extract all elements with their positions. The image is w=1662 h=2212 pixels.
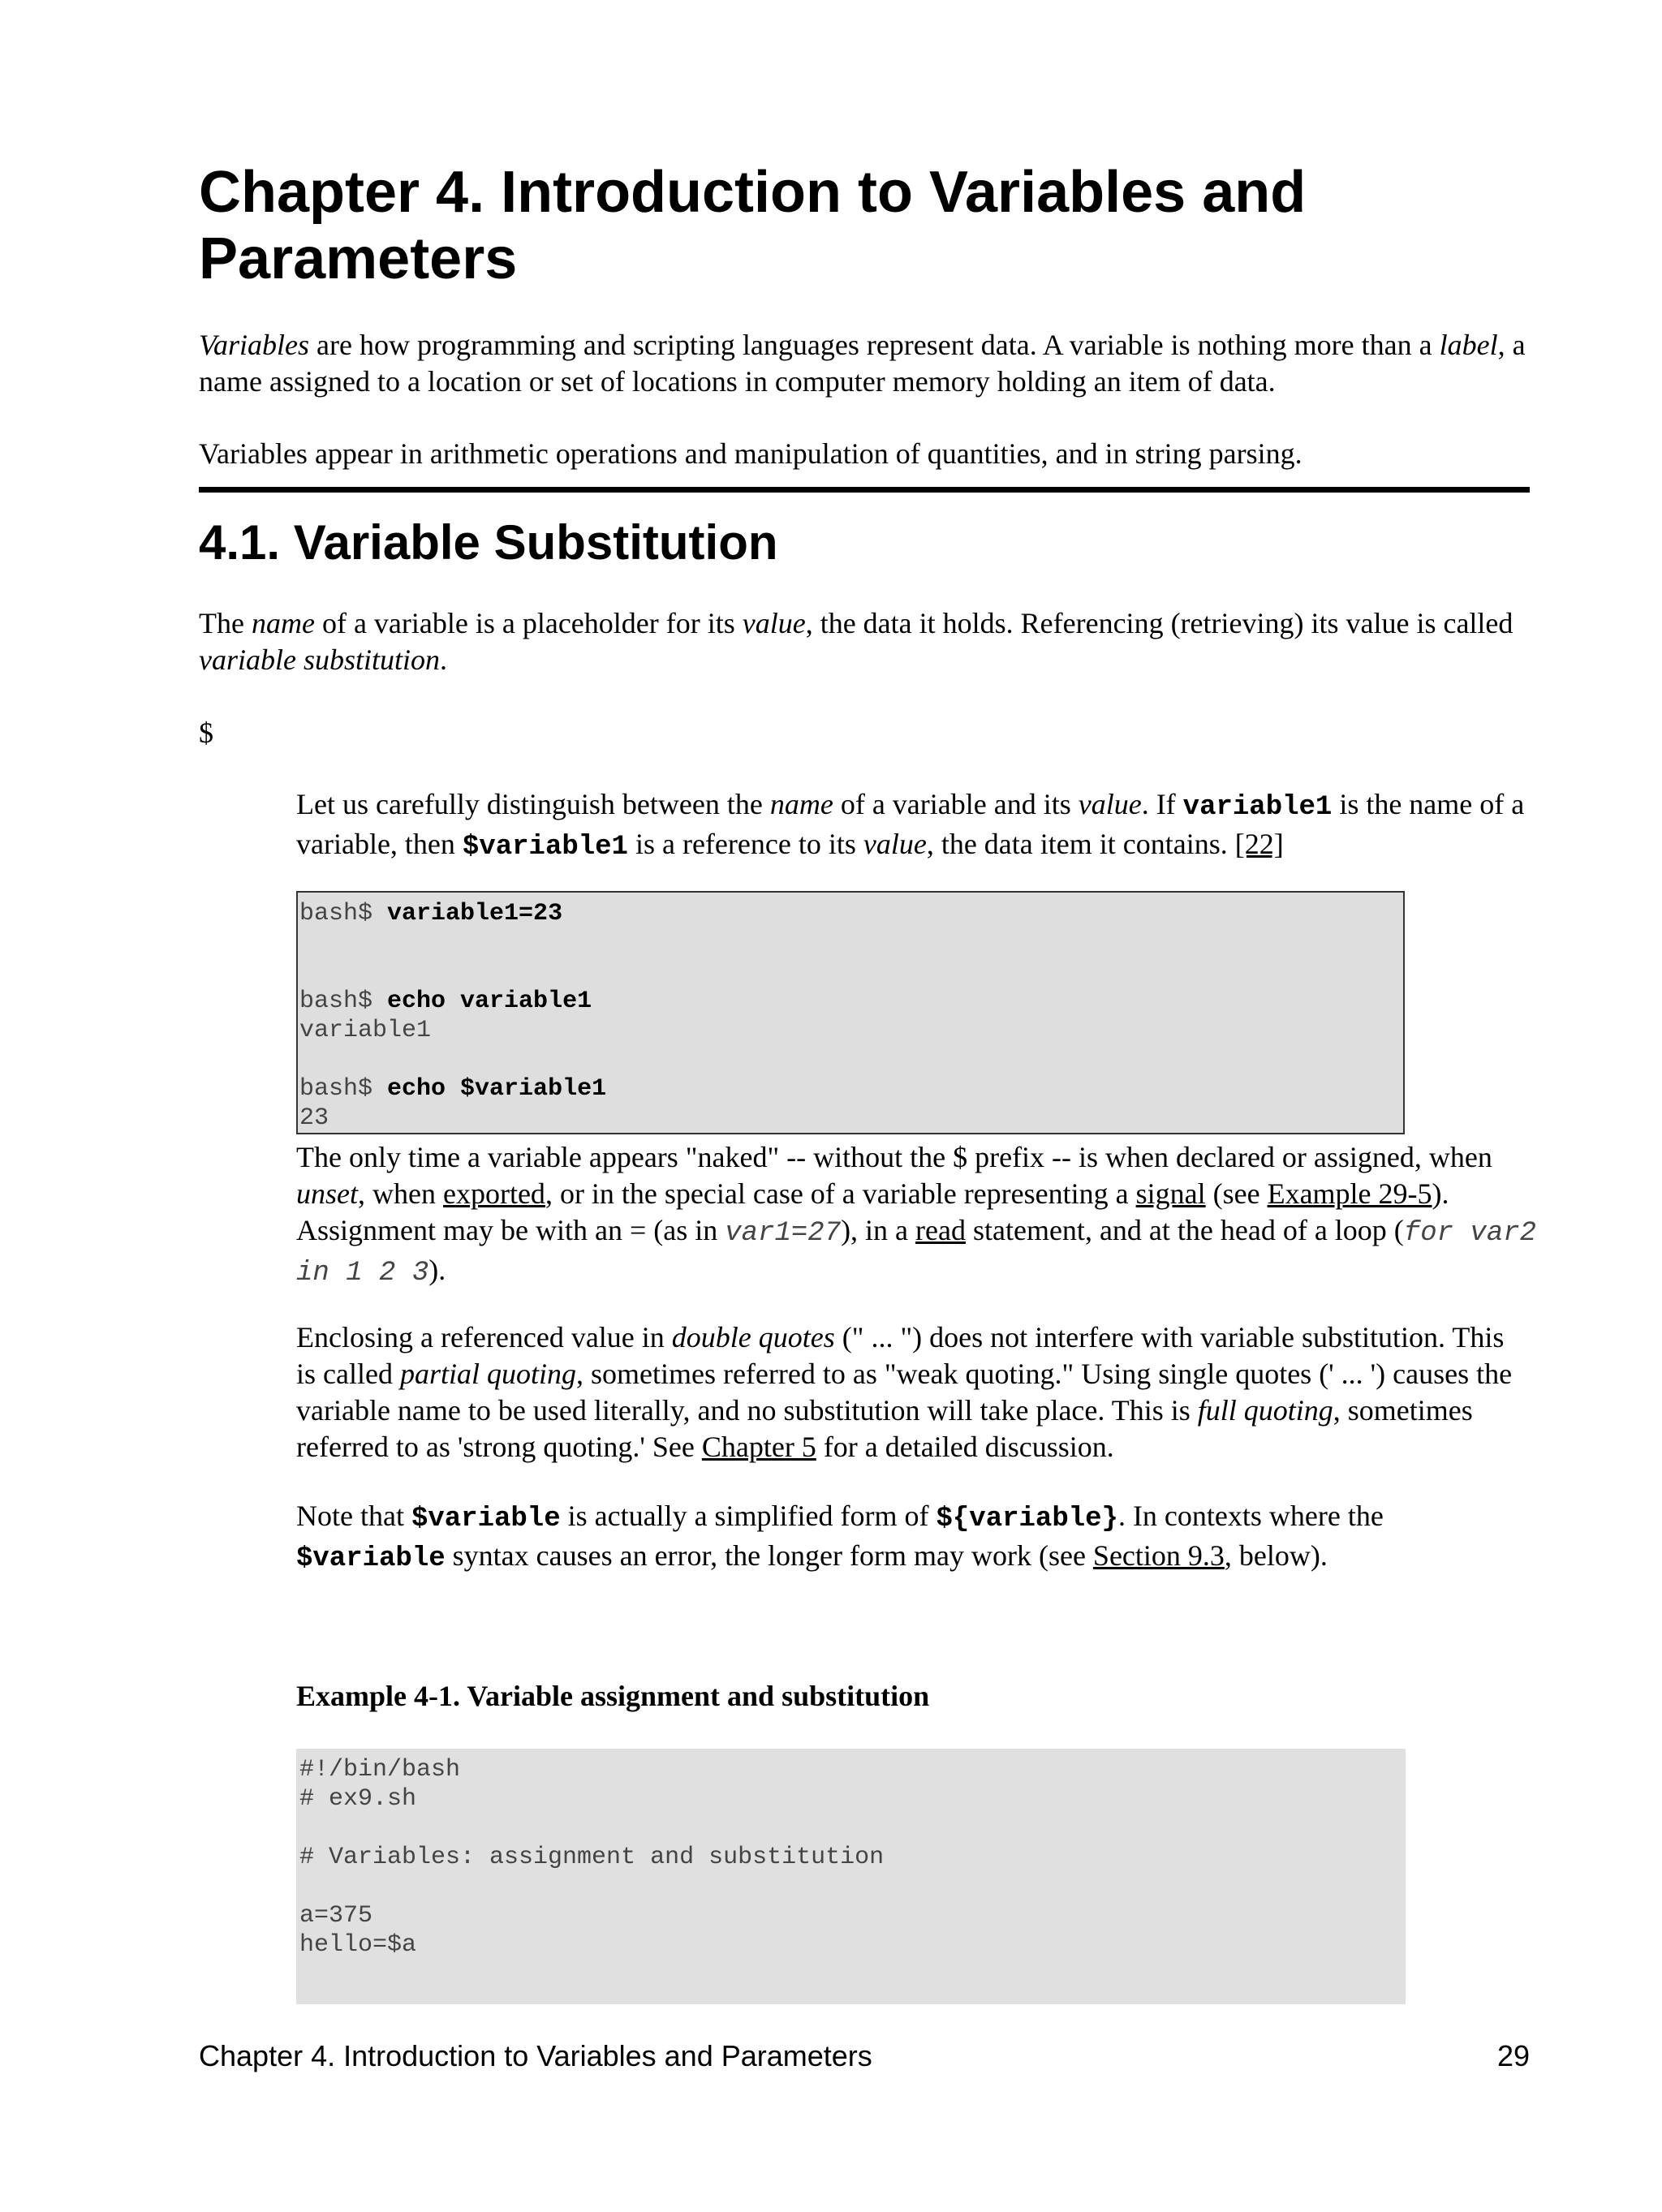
- term-full-quoting: full quoting: [1197, 1394, 1333, 1427]
- code-dollar-variable: $variable: [411, 1504, 561, 1534]
- code-dollar-variable: $variable: [296, 1543, 446, 1574]
- screen-output: 23: [299, 1104, 329, 1132]
- text: (" ... ") does not interfere with variable substitution. This is called: [296, 1321, 1505, 1390]
- screen-line: [299, 1074, 1402, 1104]
- link-section-9-3[interactable]: Section 9.3: [1092, 1539, 1225, 1572]
- code-line: # ex9.sh: [299, 1785, 417, 1813]
- code-var1-assignment: var1=27: [725, 1218, 842, 1249]
- text: Let us carefully distinguish between the: [296, 788, 770, 820]
- code-dollar-variable1: $variable1: [462, 832, 628, 863]
- code-line: [299, 1814, 1402, 1843]
- link-read[interactable]: read: [915, 1214, 966, 1246]
- text: , sometimes referred to as "weak quoting." Using single quotes (' ... ') causes the variable name to be used literally, and no substitution will take place. This is: [296, 1358, 1513, 1427]
- text: , the data it holds. Referencing (retrieving) its value is called: [805, 607, 1513, 639]
- text: ), in a: [841, 1214, 916, 1246]
- intro-paragraph-1: [199, 327, 1538, 400]
- text: ). Assignment may be with an = (as in: [296, 1177, 1449, 1246]
- note-paragraph: [296, 1498, 1530, 1577]
- code-line: #!/bin/bash: [299, 1756, 461, 1784]
- term-name: name: [769, 788, 833, 820]
- text: . If: [1141, 788, 1183, 820]
- term-variables: Variables: [199, 329, 310, 361]
- link-example-29-5[interactable]: Example 29-5: [1267, 1177, 1432, 1210]
- footer-chapter-title: Chapter 4. Introduction to Variables and Parameters: [199, 2039, 872, 2072]
- example-title: Example 4-1. Variable assignment and substitution: [296, 1680, 930, 1712]
- command: echo variable1: [387, 988, 592, 1015]
- text: , sometimes referred to as 'strong quoting.' See: [296, 1394, 1473, 1463]
- screen-blank: [299, 928, 1402, 958]
- section-divider: [199, 487, 1530, 493]
- prompt: bash$: [299, 988, 388, 1015]
- dollar-term: $: [199, 717, 213, 749]
- term-value: value: [742, 607, 806, 639]
- text: .: [440, 643, 447, 676]
- shell-screen: [296, 891, 1405, 1134]
- screen-blank: [299, 1045, 1402, 1074]
- naked-variable-paragraph: [296, 1139, 1538, 1292]
- intro-text: , a name assigned to a location or set of locations in computer memory holding an item of data.: [199, 329, 1526, 398]
- link-exported[interactable]: exported: [442, 1177, 545, 1210]
- link-chapter-5[interactable]: Chapter 5: [701, 1431, 816, 1463]
- code-variable1: variable1: [1182, 792, 1333, 823]
- code-line: # Variables: assignment and substitution: [299, 1844, 885, 1871]
- text: , below).: [1224, 1539, 1328, 1572]
- term-variable-substitution: variable substitution: [199, 643, 440, 676]
- command: variable1=23: [387, 900, 563, 927]
- code-line: a=375: [299, 1902, 373, 1930]
- term-value: value: [863, 828, 927, 860]
- text: . In contexts where the: [1117, 1500, 1384, 1532]
- text: , when: [358, 1177, 443, 1210]
- text: The only time a variable appears "naked" -- without the $ prefix -- is when declared or assigned, when: [296, 1141, 1492, 1173]
- code-brace-variable: ${variable}: [936, 1504, 1118, 1534]
- text: ).: [428, 1254, 446, 1286]
- page-number: 29: [1496, 2039, 1530, 2072]
- term-double-quotes: double quotes: [671, 1321, 835, 1353]
- link-signal[interactable]: signal: [1135, 1177, 1206, 1210]
- section-title: 4.1. Variable Substitution: [199, 515, 778, 570]
- text: The: [199, 607, 252, 639]
- definition-paragraph: [296, 786, 1530, 866]
- code-listing: [296, 1749, 1406, 2004]
- term-value: value: [1078, 788, 1142, 820]
- code-line: hello=$a: [299, 1931, 417, 1959]
- command: echo $variable1: [387, 1075, 607, 1103]
- term-partial-quoting: partial quoting: [399, 1358, 576, 1390]
- intro-paragraph-2: Variables appear in arithmetic operations and manipulation of quantities, and in string parsing.: [199, 437, 1302, 470]
- text: syntax causes an error, the longer form may work (see: [445, 1539, 1093, 1572]
- section-intro-paragraph: [199, 605, 1538, 678]
- footnote-link[interactable]: [22]: [1234, 828, 1284, 860]
- quoting-paragraph: [296, 1319, 1530, 1465]
- text: for a detailed discussion.: [816, 1431, 1114, 1463]
- text: , the data item it contains.: [926, 828, 1235, 860]
- text: statement, and at the head of a loop (: [965, 1214, 1404, 1246]
- code-line: [299, 1872, 1402, 1901]
- term-label: label: [1439, 329, 1498, 361]
- screen-line: [299, 987, 1402, 1016]
- screen-blank: [299, 958, 1402, 987]
- term-name: name: [251, 607, 315, 639]
- text: Note that: [296, 1500, 411, 1532]
- chapter-title: Chapter 4. Introduction to Variables and Parameters: [199, 160, 1307, 291]
- code-for-loop: for var2 in 1 2 3: [296, 1218, 1537, 1289]
- text: is a reference to its: [627, 828, 863, 860]
- screen-line: [299, 899, 1402, 928]
- text: is actually a simplified form of: [560, 1500, 936, 1532]
- term-unset: unset: [296, 1177, 358, 1210]
- text: of a variable is a placeholder for its: [314, 607, 743, 639]
- text: (see: [1205, 1177, 1268, 1210]
- prompt: bash$: [299, 1075, 388, 1103]
- text: , or in the special case of a variable representing a: [545, 1177, 1136, 1210]
- prompt: bash$: [299, 900, 388, 927]
- text: is the name of a variable, then: [296, 788, 1525, 860]
- intro-text: are how programming and scripting languages represent data. A variable is nothing more than a: [309, 329, 1440, 361]
- text: Enclosing a referenced value in: [296, 1321, 672, 1353]
- text: of a variable and its: [833, 788, 1079, 820]
- screen-output: variable1: [299, 1017, 432, 1044]
